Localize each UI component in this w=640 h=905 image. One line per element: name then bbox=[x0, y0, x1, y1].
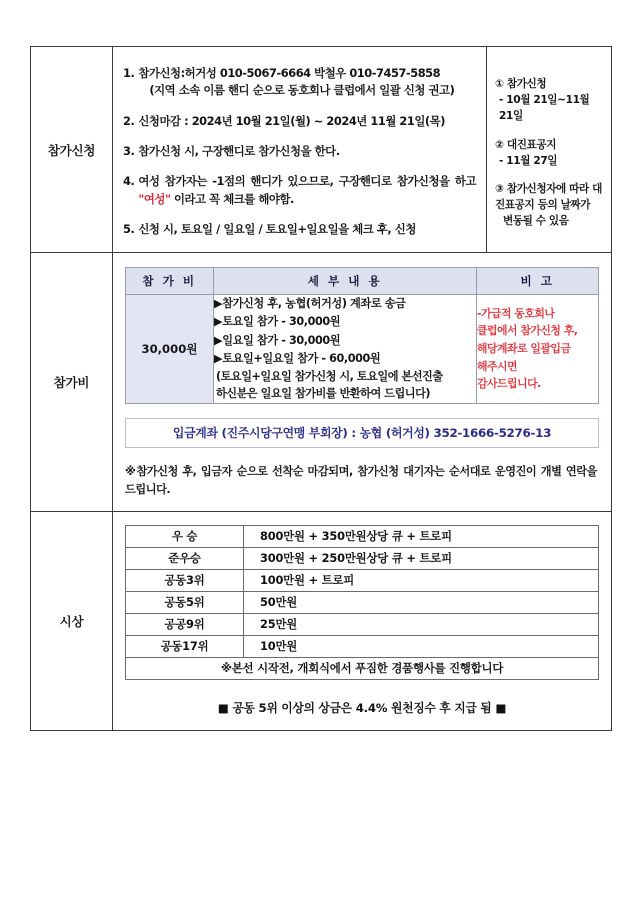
note-title: ① 참가신청 bbox=[495, 78, 547, 90]
fee-detail-cell bbox=[214, 295, 477, 403]
fee-detail-note-line2: 하신분은 일요일 참가비를 반환하여 드립니다) bbox=[216, 387, 431, 401]
fee-remark-cell bbox=[477, 295, 599, 403]
award-rank: 준우승 bbox=[126, 547, 244, 569]
award-rank: 공공9위 bbox=[126, 613, 244, 635]
awards-footer-text: ※본선 시작전, 개회식에서 푸짐한 경품행사를 진행합니다 bbox=[126, 657, 599, 679]
table-row bbox=[126, 613, 599, 635]
application-item-1 bbox=[123, 65, 476, 100]
item-number: 4. bbox=[123, 174, 135, 189]
table-row bbox=[126, 547, 599, 569]
awards-table bbox=[125, 525, 599, 680]
award-prize: 50만원 bbox=[244, 591, 599, 613]
note-title: ② 대진표공지 bbox=[495, 138, 557, 151]
fee-table bbox=[125, 267, 599, 403]
application-items bbox=[113, 47, 487, 252]
fee-amount-cell: 30,000원 bbox=[126, 295, 214, 403]
note-line1: - 11월 27일 bbox=[499, 154, 558, 167]
schedule-note-1 bbox=[495, 77, 605, 125]
row-label-fee: 참가비 bbox=[31, 253, 113, 512]
fee-remark-line: 해주시면 bbox=[477, 359, 518, 373]
fee-detail-line: ▶일요일 참가 - 30,000원 bbox=[214, 333, 341, 347]
item-text-after: 이라고 꼭 체크를 해야함. bbox=[170, 191, 294, 206]
award-rank: 공동17위 bbox=[126, 635, 244, 657]
awards-footer-row bbox=[126, 657, 599, 679]
item-text bbox=[138, 173, 476, 208]
award-prize: 10만원 bbox=[244, 635, 599, 657]
bank-account-text: 입금계좌 (진주시당구연맹 부회장) : 농협 (허거성) 352-1666-5276-13 bbox=[172, 426, 552, 441]
fee-detail-line: ▶참가신청 후, 농협(허거성) 계좌로 송금 bbox=[214, 297, 406, 311]
fee-header-remark: 비 고 bbox=[477, 268, 599, 295]
section-row-application bbox=[31, 47, 612, 253]
item-text: 참가신청 시, 구장핸디로 참가신청을 한다. bbox=[138, 143, 340, 158]
schedule-note-3 bbox=[495, 182, 605, 230]
fee-table-header-row bbox=[126, 268, 599, 295]
bank-account-box bbox=[125, 418, 599, 448]
award-prize: 25만원 bbox=[244, 613, 599, 635]
fee-header-amount: 참 가 비 bbox=[126, 268, 214, 295]
item-number: 1. bbox=[123, 66, 135, 80]
fee-detail-note-line1: (토요일+일요일 참가신청 시, 토요일에 본선진출 bbox=[216, 369, 443, 383]
award-prize: 300만원 + 250만원상당 큐 + 트로피 bbox=[244, 547, 599, 569]
note-line2: 변동될 수 있음 bbox=[503, 215, 569, 228]
item-number: 2. bbox=[123, 113, 135, 128]
awards-body bbox=[113, 511, 612, 730]
item-highlight-female: "여성" bbox=[138, 191, 171, 206]
fee-table-row bbox=[126, 295, 599, 403]
item-text: 참가신청:허거성 010-5067-6664 박철우 010-7457-5858 (지역 소속 이름 핸디 순으로 동호회나 클럽에서 일괄 신청 권고) bbox=[138, 65, 476, 100]
table-row bbox=[126, 591, 599, 613]
item-number: 3. bbox=[123, 143, 135, 158]
application-item-4 bbox=[123, 173, 476, 208]
item-text-before: 여성 참가자는 -1점의 핸디가 있으므로, 구장핸디로 참가신청을 하고 bbox=[138, 174, 476, 189]
fee-section-note: ※참가신청 후, 입금자 순으로 선착순 마감되며, 참가신청 대기자는 순서대로 운영진이 개별 연락을 드립니다. bbox=[125, 464, 597, 496]
fee-body bbox=[113, 253, 612, 512]
item-number: 5. bbox=[123, 221, 135, 236]
application-item-3 bbox=[123, 143, 476, 160]
note-line1: 대진표공지 등의 날짜가 bbox=[495, 183, 602, 212]
section-row-fee bbox=[31, 253, 612, 512]
item-text: 신청 시, 토요일 / 일요일 / 토요일+일요일을 체크 후, 신청 bbox=[138, 221, 416, 236]
award-prize: 100만원 + 트로피 bbox=[244, 569, 599, 591]
fee-header-detail: 세 부 내 용 bbox=[214, 268, 477, 295]
table-row bbox=[126, 525, 599, 547]
award-rank: 우 승 bbox=[126, 525, 244, 547]
schedule-note-2 bbox=[495, 138, 605, 170]
award-rank: 공동5위 bbox=[126, 591, 244, 613]
note-title: ③ 참가신청자에 따라 bbox=[495, 183, 589, 196]
application-body bbox=[113, 47, 612, 253]
fee-remark-line: 클럽에서 참가신청 후, bbox=[477, 324, 578, 338]
fee-detail-line: ▶토요일 참가 - 30,000원 bbox=[214, 315, 341, 329]
awards-tax-note: ■ 공동 5위 이상의 상금은 4.4% 원천징수 후 지급 됨 ■ bbox=[217, 700, 507, 715]
item-text: 신청마감 : 2024년 10월 21일(월) ~ 2024년 11월 21일(목) bbox=[138, 113, 445, 128]
row-label-awards: 시상 bbox=[31, 511, 113, 730]
fee-remark-line: 해당계좌로 일괄입금 bbox=[477, 342, 571, 356]
award-rank: 공동3위 bbox=[126, 569, 244, 591]
fee-detail-line: ▶토요일+일요일 참가 - 60,000원 bbox=[214, 351, 381, 365]
application-schedule-notes bbox=[487, 47, 611, 252]
application-item-2 bbox=[123, 113, 476, 130]
fee-remark-line: -가급적 동호회나 bbox=[477, 306, 555, 320]
main-document-table bbox=[30, 46, 612, 731]
application-item-5 bbox=[123, 221, 476, 238]
table-row bbox=[126, 569, 599, 591]
section-row-awards bbox=[31, 511, 612, 730]
table-row bbox=[126, 635, 599, 657]
item-subtext: (지역 소속 이름 핸디 순으로 동호회나 클럽에서 일괄 신청 권고) bbox=[149, 83, 455, 98]
row-label-application: 참가신청 bbox=[31, 47, 113, 253]
award-prize: 800만원 + 350만원상당 큐 + 트로피 bbox=[244, 525, 599, 547]
fee-remark-line: 감사드립니다. bbox=[477, 377, 541, 391]
note-line1: - 10월 21일~11월 21일 bbox=[499, 93, 590, 122]
